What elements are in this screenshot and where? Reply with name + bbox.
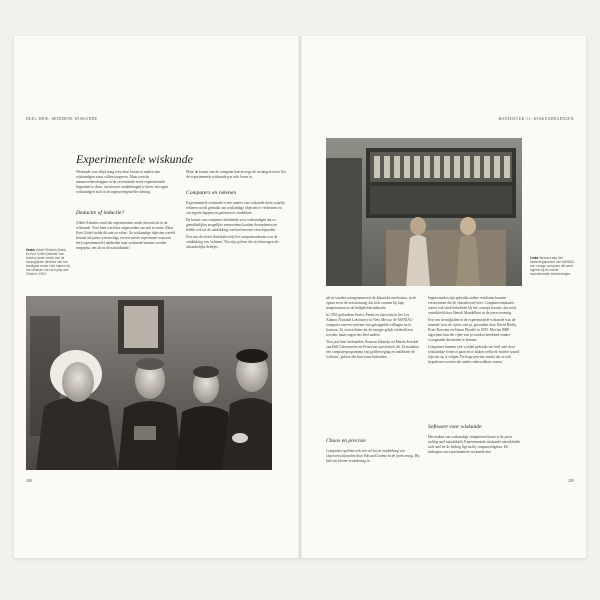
- paragraph: als ze werden waargenomen in de klassieke mechanica, in de optica en in de zeestroming; dat zich vormen bij lage temperaturen en de halfgeleiderindustrie.: [326, 296, 417, 310]
- paragraph: Computers spelden ook een rol bij de ontdekking van chaosverschijnselen door Edward Lorenz in de jaren zestig. Hij had een kleine verandering in: [326, 449, 420, 463]
- left-column-2: [186, 170, 286, 182]
- left-column-1b: [76, 221, 176, 253]
- paragraph: Een van de eerste doorbraken bij het computerrekenen was de ontdekking van 'solitons'. Dat zijn golven die zich bewegen als afzonderlijke deeltjes.: [186, 235, 279, 249]
- paragraph: Het maken van wiskundige computersoftware is de jaren tachtig snel ontwikkeld. Experimentele wiskunde ontwikkelde zich snel en de leiding ligt nu bij computeralgebra. De bedragen van experimentele wiskunde met: [428, 435, 520, 454]
- right-column-2: [428, 296, 522, 367]
- paragraph: Maar de komst van de computer halverwege de twintigste eeuw liet de experimentele wiskunde pas echt leven in.: [186, 170, 286, 179]
- paragraph: Experimentele wiskunde is een manier van wiskunde doen waarbij rekenen wordt gebruikt om wiskundige objecten te verkennen en om eigenschappen en patronen te ontdekken.: [186, 201, 285, 215]
- paragraph: In 1955 gebruikten Enrico Fermi en zijn team in het Los Alamos National Laboratory in New Mexico de MANIAC-computer om een systeem van gekoppelde trillingen na te bootsen. Ze verwachtten dat de energie gelijk verdeeld zou worden, maar zagen iets heel anders.: [326, 313, 414, 337]
- subhead-chaos: Chaos en precisie: [326, 438, 366, 444]
- right-column-1b: [326, 449, 420, 466]
- left-column-1: [76, 170, 176, 197]
- paragraph: Een van de mijlpalen in de experimentele wiskunde was de formule voor de cijfers van pi, gevonden door David Bailey, Peter Borwein en Simon Plouffe in 1995. Met het BBP-algoritme kun elk cijfer van pi worden berekend zonder voorgaande decimalen te kennen.: [428, 318, 517, 342]
- paragraph: Computers kunnen ook worden gebruikt om heel snel door wiskundige feiten te gaan en te kijken welke de moeite waard zijn om op te volgen. De hoge precisie maakt dat ze ook hypotheses toetsen die anders onbereikbaar waren.: [428, 345, 519, 364]
- paragraph: De komst van computers betekende voor wiskundigen dat ze gemakkelijker mogelijke vermoedens konden doorrekenen en leidde ook tot de ontdekking van heel nieuwe verschijnselen.: [186, 218, 278, 232]
- caption-text: Albert Einstein (links) en Kurt Gödel (tweede van rechts) waren beide van de belangrijkste denkers van het twintigste eeuw. Hier samen bij het uitreiken van een prijs aan Gödel in 1951.: [26, 248, 70, 276]
- running-head-right: HOOFDSTUK 11: WISKUNDEGENZEN: [498, 117, 574, 121]
- subhead-software: Software voor wiskunde: [428, 424, 482, 430]
- right-column-2b: [428, 435, 522, 457]
- book-gutter: [298, 36, 302, 558]
- page-title: Experimentele wiskunde: [76, 152, 193, 166]
- paragraph: beginwaarden zijn gebruikt andere resultaten kunnen veroorzaken dat de chaostheorie heet. Computersimulaties waren ook sterk betrokken bij het concept fractals, dat werd ontwikkeld door Benoît Mandelbrot in de jaren zeventig.: [428, 296, 517, 315]
- historic-group-photo: [26, 296, 272, 470]
- caption-label: Onder: [26, 248, 36, 252]
- right-column-1: [326, 296, 420, 362]
- paragraph: Albert Einstein vond dat experimenten uniek theoretisch in de wiskunde. Voor hem werd dat uitgevonden om aan te tonen. Maar Kurt Gödel stelde dit niet zo zeker: 'de wiskundige objecten wereld bestaat als juiste wetenschap, en een zuiver experiment waarvan het [experimentele] methoden naar wiskunde kunnen worden toegepast, net als in de natuurkunde.': [76, 221, 176, 250]
- left-column-2b: [186, 201, 286, 252]
- page-number-left: 288: [26, 478, 32, 483]
- page-number-right: 289: [568, 478, 574, 483]
- left-caption: [26, 248, 70, 276]
- computer-lab-photo: [326, 138, 522, 286]
- intro-paragraph: Wiskunde was altijd traag toen deze lossen te maken dan wiskundigen soms willen toegeven. Maar toen de natuurwetenschappen in de zeventiende eeuw experimentele begonnen te doen, om nieuwe ontdekkingen te doen, bewogen wiskundigen zich in de tegenovergestelde richting.: [76, 170, 168, 194]
- running-head-left: DEEL DRIE: MODERNE WISKUNDE: [26, 117, 98, 121]
- right-photo-caption: [530, 256, 576, 276]
- subhead-computers: Computers en rekenen: [186, 190, 237, 196]
- caption-label: Links: [530, 256, 539, 260]
- caption-text: Werkers aan het bedieningspaneel van MANIAC, een vroege computer die werd ingezet bij de eerste experimentele berekeningen.: [530, 256, 576, 276]
- subhead-deductie: Deductie of inductie?: [76, 210, 125, 216]
- paragraph: Tien jaar later herhaalden Norman Zabusky en Martin Kruskal van Bell Laboratories en Princeton universiteit dit. Ze maakten een computerprogramma van golfbeweging en ontdekten de 'solitons', golven die hun vorm behouden.: [326, 340, 419, 359]
